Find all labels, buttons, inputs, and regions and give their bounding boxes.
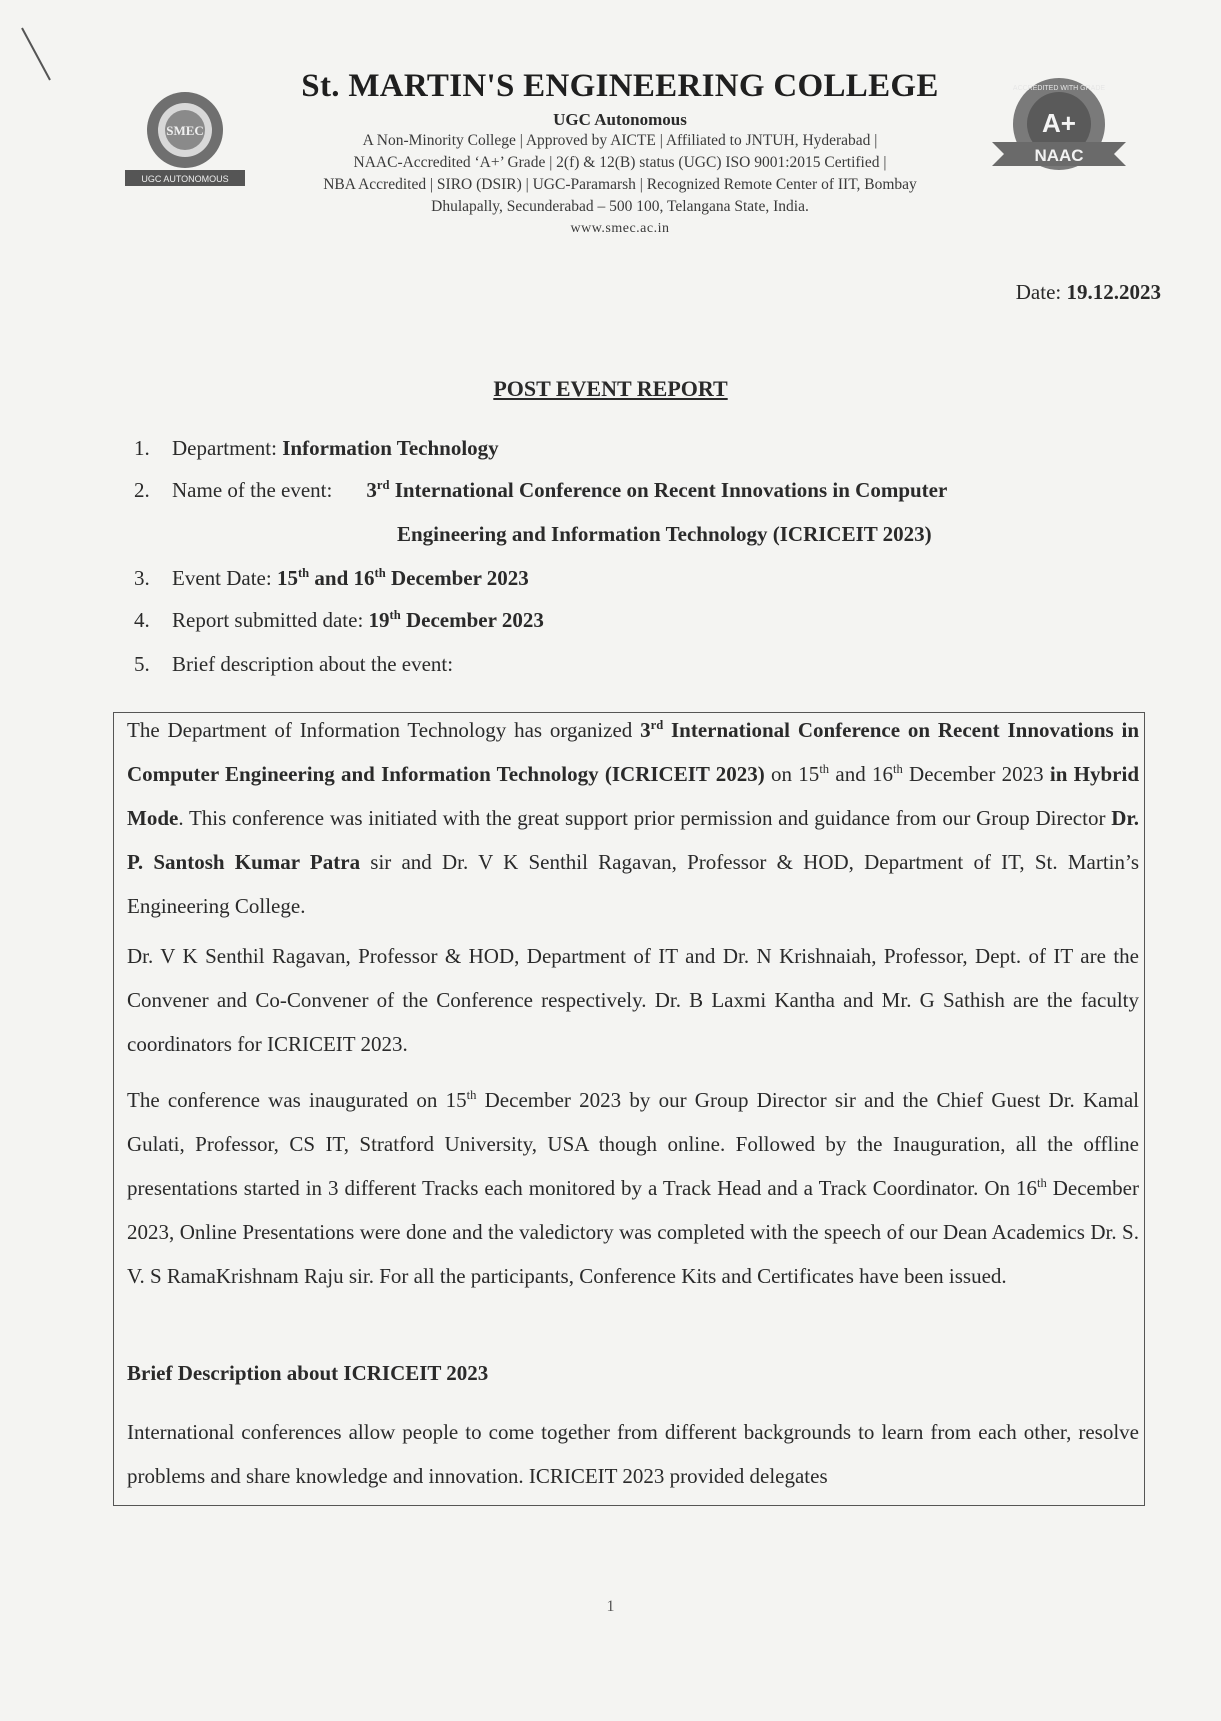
pen-mark [18, 22, 58, 86]
section-subheading: Brief Description about ICRICEIT 2023 [127, 1361, 489, 1385]
list-item-brief-description: 5. Brief description about the event: [134, 652, 454, 676]
college-accreditation-line-2: NAAC-Accredited ‘A+’ Grade | 2(f) & 12(B) status (UGC) ISO 9001:2015 Certified | [353, 154, 887, 171]
description-paragraph-2: Dr. V K Senthil Ragavan, Professor & HOD, Department of IT and Dr. N Krishnaiah, Professor, Dept. of IT are the Convener and Co-Convener of the Conference respectively. Dr. B Laxmi Kantha and Mr. G Sathish are the faculty coordinators for ICRICEIT 2023. [127, 944, 1139, 1056]
college-address: Dhulapally, Secunderabad – 500 100, Telangana State, India. [431, 198, 809, 215]
description-paragraph-1: The Department of Information Technology has organized 3rd International Conference on Recent Innovations in Computer Engineering and Information Technology (ICRICEIT 2023) on 15th and 16th December 2023 in Hybrid Mode. This conference was initiated with the great support prior permission and guidance from our Group Director Dr. P. Santosh Kumar Patra sir and Dr. V K Senthil Ragavan, Professor & HOD, Department of IT, St. Martin’s Engineering College. [127, 718, 1140, 918]
list-item-event-date: 3. Event Date: 15th and 16th December 2023 [134, 566, 529, 590]
report-date [1016, 280, 1161, 305]
svg-text:NAAC: NAAC [1034, 146, 1084, 165]
list-item-event-name-cont: Engineering and Information Technology (ICRICEIT 2023) [397, 522, 932, 546]
college-accreditation-line-3: NBA Accredited | SIRO (DSIR) | UGC-Paramarsh | Recognized Remote Center of IIT, Bombay [323, 176, 917, 193]
college-accreditation-line-1: A Non-Minority College | Approved by AICTE | Affiliated to JNTUH, Hyderabad | [362, 132, 878, 149]
date-value: 19.12.2023 [1066, 280, 1161, 304]
page-title: POST EVENT REPORT [493, 376, 728, 401]
list-item-department: 1. Department: Information Technology [134, 436, 499, 460]
svg-text:SMEC: SMEC [166, 123, 204, 138]
college-website: www.smec.ac.in [570, 221, 670, 236]
naac-badge-icon [984, 72, 1134, 192]
date-label: Date: [1015, 280, 1062, 304]
college-autonomy: UGC Autonomous [553, 110, 687, 129]
svg-text:UGC AUTONOMOUS: UGC AUTONOMOUS [141, 174, 229, 184]
smec-logo-icon [120, 86, 250, 196]
svg-text:ACCREDITED WITH GRADE: ACCREDITED WITH GRADE [1012, 85, 1106, 92]
college-name: St. MARTIN'S ENGINEERING COLLEGE [301, 68, 939, 104]
list-item-event-name: 2. Name of the event: 3rd International Conference on Recent Innovations in Computer [134, 478, 948, 502]
svg-text:A+: A+ [1042, 108, 1076, 138]
list-item-report-date: 4. Report submitted date: 19th December 2023 [134, 608, 544, 632]
description-paragraph-4: International conferences allow people to come together from different backgrounds to learn from each other, resolve problems and share knowledge and innovation. ICRICEIT 2023 provided delegates [127, 1420, 1139, 1488]
page-number: 1 [606, 1598, 615, 1615]
description-paragraph-3: The conference was inaugurated on 15th December 2023 by our Group Director sir and the Chief Guest Dr. Kamal Gulati, Professor, CS IT, Stratford University, USA though online. Followed by the Inauguration, all the offline presentations started in 3 different Tracks each monitored by a Track Head and a Track Coordinator. On 16th December 2023, Online Presentations were done and the valedictory was completed with the speech of our Dean Academics Dr. S. V. S RamaKrishnam Raju sir. For all the participants, Conference Kits and Certificates have been issued. [127, 1088, 1139, 1288]
